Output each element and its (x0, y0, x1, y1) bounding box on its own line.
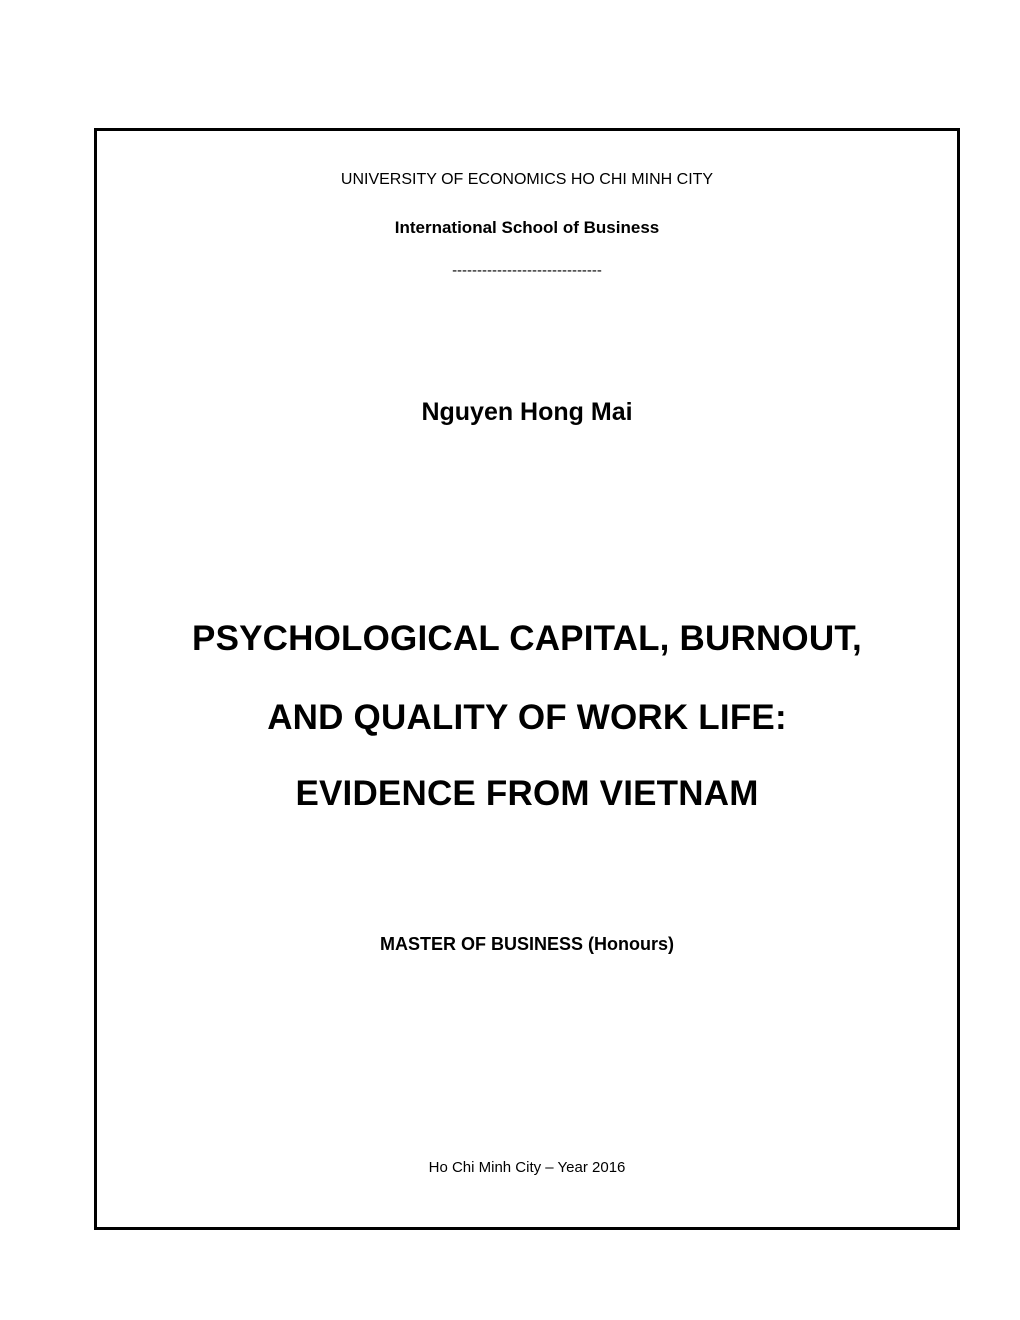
thesis-title-line-1: PSYCHOLOGICAL CAPITAL, BURNOUT, (192, 619, 862, 658)
cover-page-frame (94, 128, 960, 1230)
author-name: Nguyen Hong Mai (421, 398, 633, 426)
place-and-year: Ho Chi Minh City – Year 2016 (428, 1159, 626, 1176)
degree-label: MASTER OF BUSINESS (Honours) (379, 934, 674, 954)
thesis-title-line-3: EVIDENCE FROM VIETNAM (295, 774, 759, 813)
university-name: UNIVERSITY OF ECONOMICS HO CHI MINH CITY (340, 171, 714, 188)
thesis-title-line-2: AND QUALITY OF WORK LIFE: (267, 698, 787, 737)
school-name: International School of Business (394, 218, 660, 237)
header-separator: ------------------------------ (452, 262, 602, 279)
